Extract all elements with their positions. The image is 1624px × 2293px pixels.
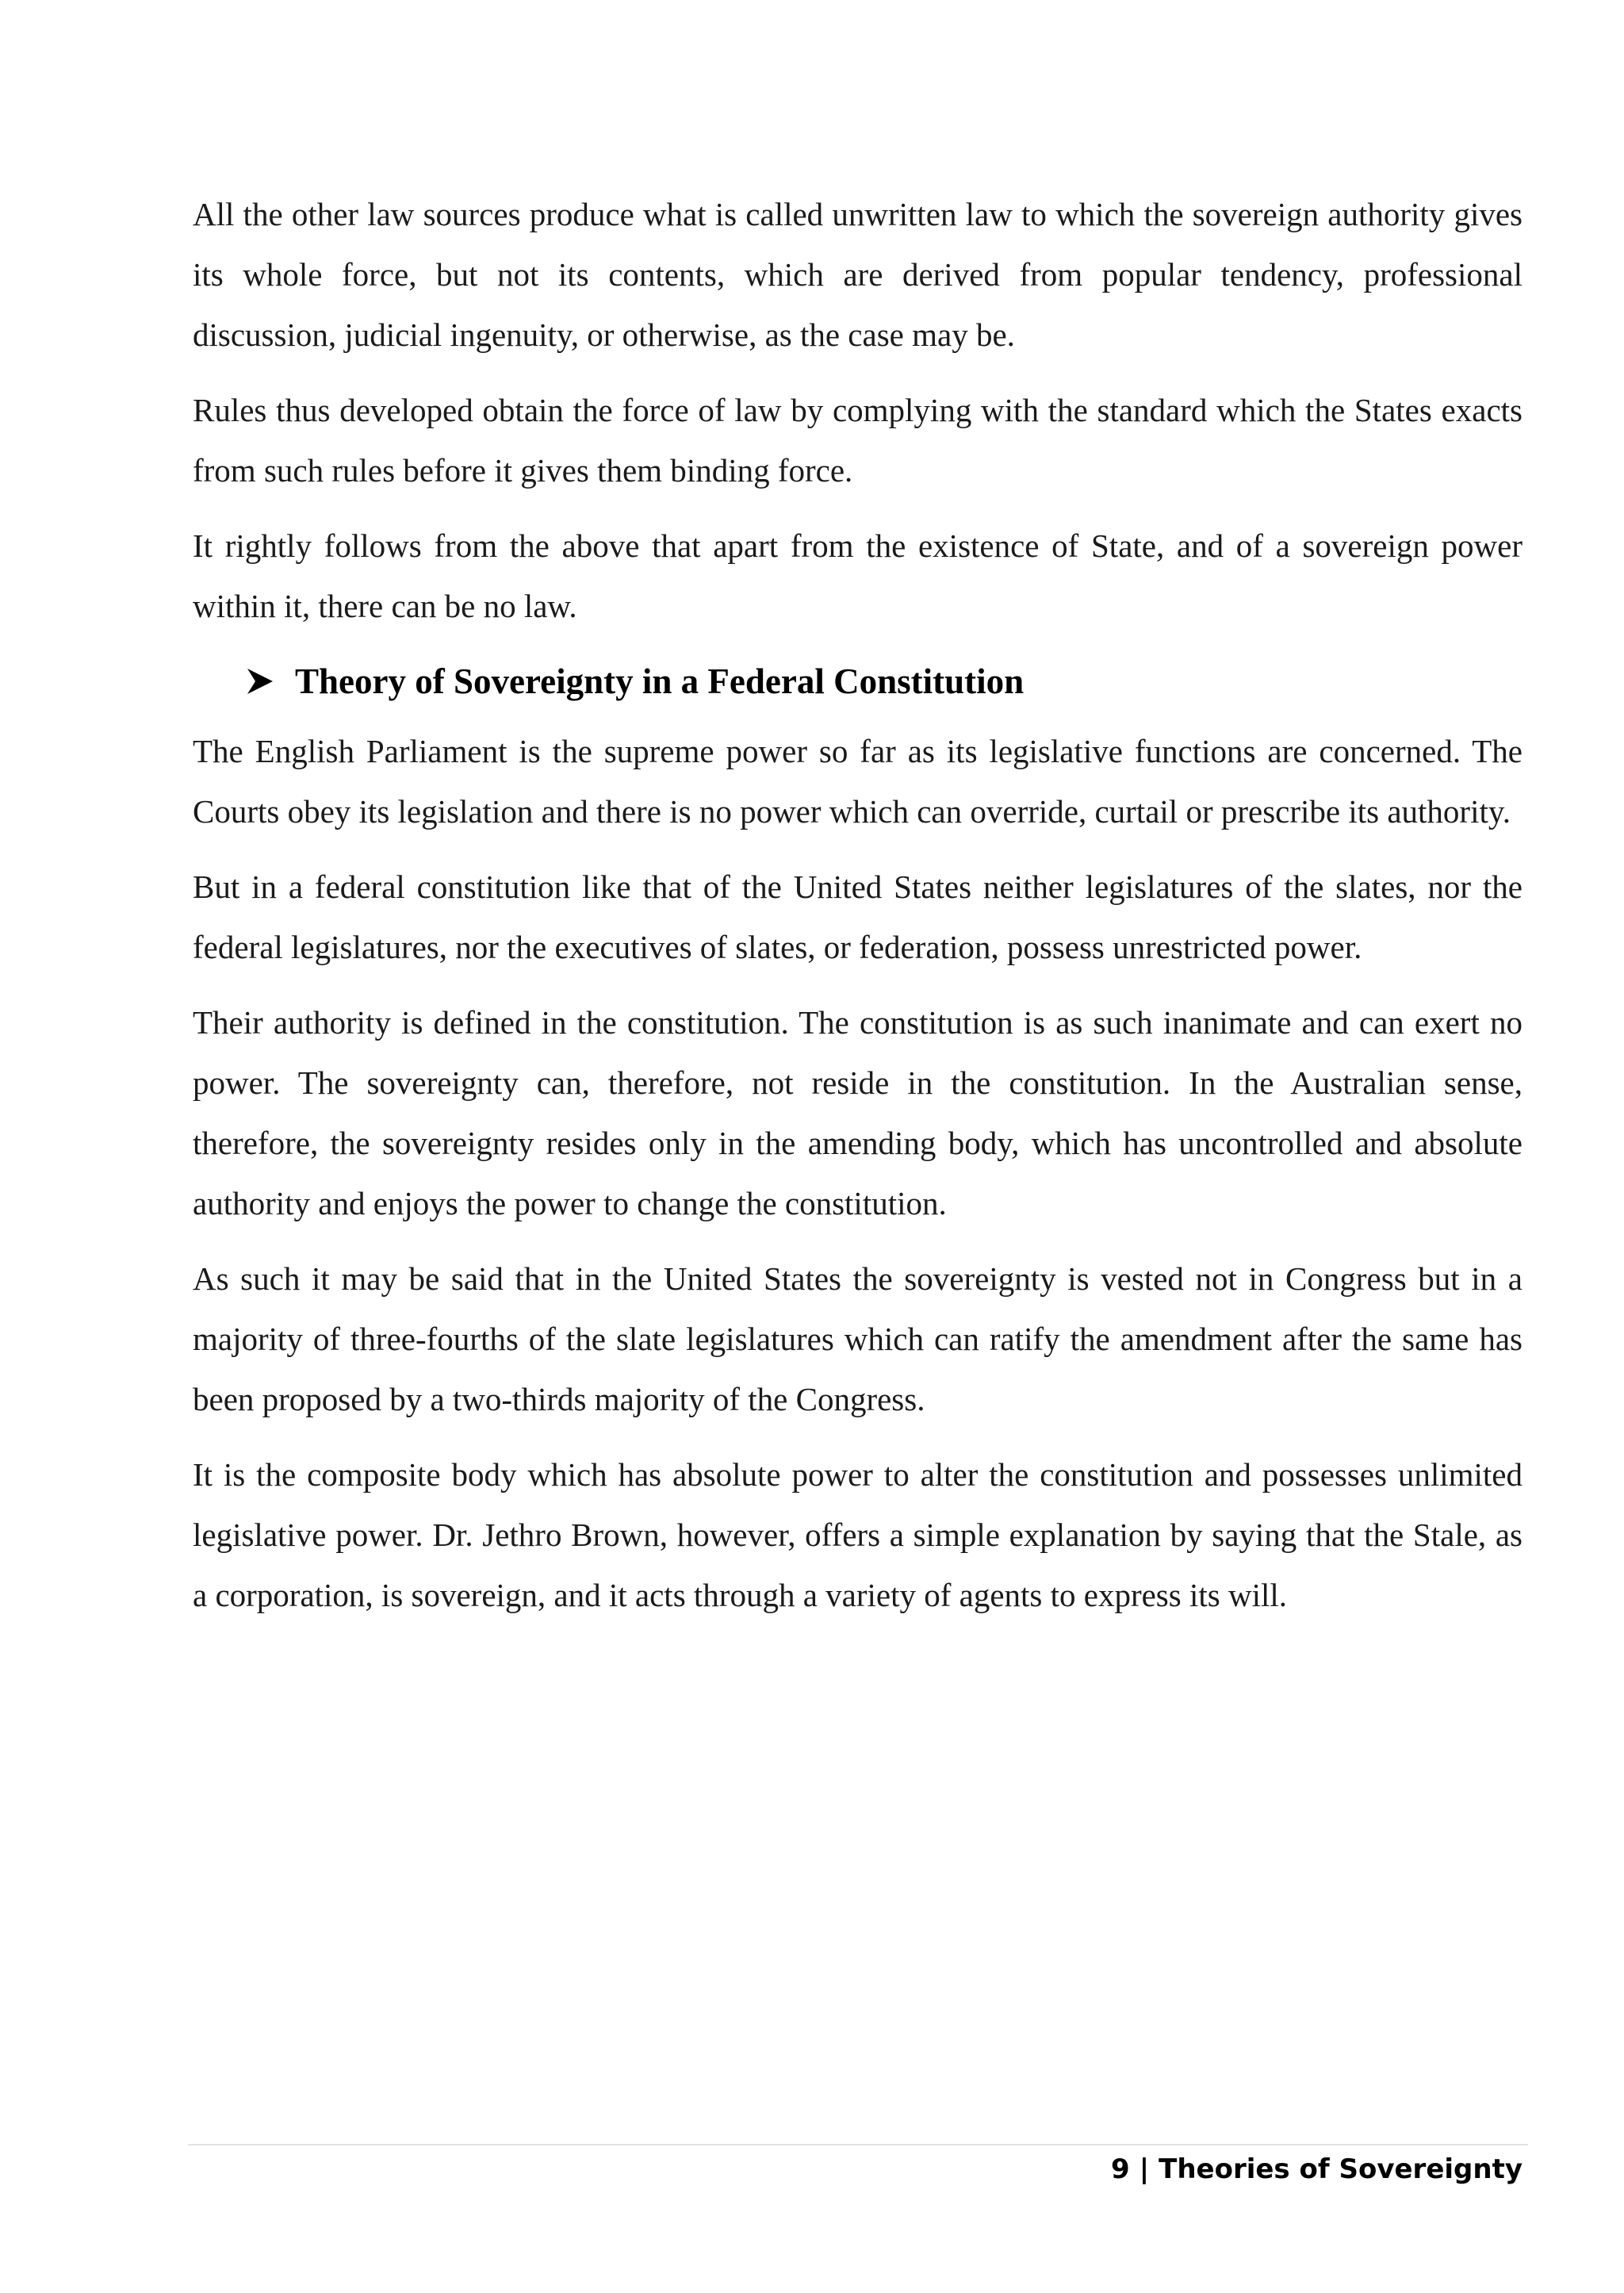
- paragraph-8: It is the composite body which has absolute power to alter the constitution and possesses unlimited legislative power. Dr. Jethro Brown, however, offers a simple explanation by saying that the Stale, as a corporation, is sovereign, and it acts through a variety of agents to express its will.: [193, 1456, 1522, 1613]
- section-heading-text: Theory of Sovereignty in a Federal Constitution: [295, 661, 1025, 701]
- footer-divider: [188, 2144, 1528, 2145]
- section-heading: [244, 651, 1522, 711]
- page-body: [193, 184, 1522, 1640]
- paragraph-5: But in a federal constitution like that of the United States neither legislatures of the slates, nor the federal legislatures, nor the executives of slates, or federation, possess unrestricted power.: [193, 869, 1522, 965]
- footer-title: Theories of Sovereignty: [1159, 2153, 1522, 2185]
- paragraph-2: Rules thus developed obtain the force of law by complying with the standard which the States exacts from such rules before it gives them binding force.: [193, 392, 1522, 489]
- page-number: 9: [1111, 2153, 1130, 2185]
- footer-separator: |: [1139, 2153, 1150, 2185]
- paragraph-7: As such it may be said that in the United States the sovereignty is vested not in Congress but in a majority of three-fourths of the slate legislatures which can ratify the amendment after the same has been proposed by a two-thirds majority of the Congress.: [193, 1260, 1522, 1417]
- paragraph-4: The English Parliament is the supreme power so far as its legislative functions are concerned. The Courts obey its legislation and there is no power which can override, curtail or prescribe its authority.: [193, 733, 1522, 830]
- paragraph-6: Their authority is defined in the constitution. The constitution is as such inanimate and can exert no power. The sovereignty can, therefore, not reside in the constitution. In the Australian sense, therefore, the sovereignty resides only in the amending body, which has uncontrolled and absolute authority and enjoys the power to change the constitution.: [193, 1004, 1522, 1221]
- arrowhead-bullet-icon: [244, 665, 276, 697]
- paragraph-1: All the other law sources produce what is called unwritten law to which the sovereign authority gives its whole force, but not its contents, which are derived from popular tendency, professional discussion, judicial ingenuity, or otherwise, as the case may be.: [193, 196, 1522, 353]
- paragraph-3: It rightly follows from the above that apart from the existence of State, and of a sovereign power within it, there can be no law.: [193, 527, 1522, 624]
- page-footer: [1111, 2149, 1522, 2189]
